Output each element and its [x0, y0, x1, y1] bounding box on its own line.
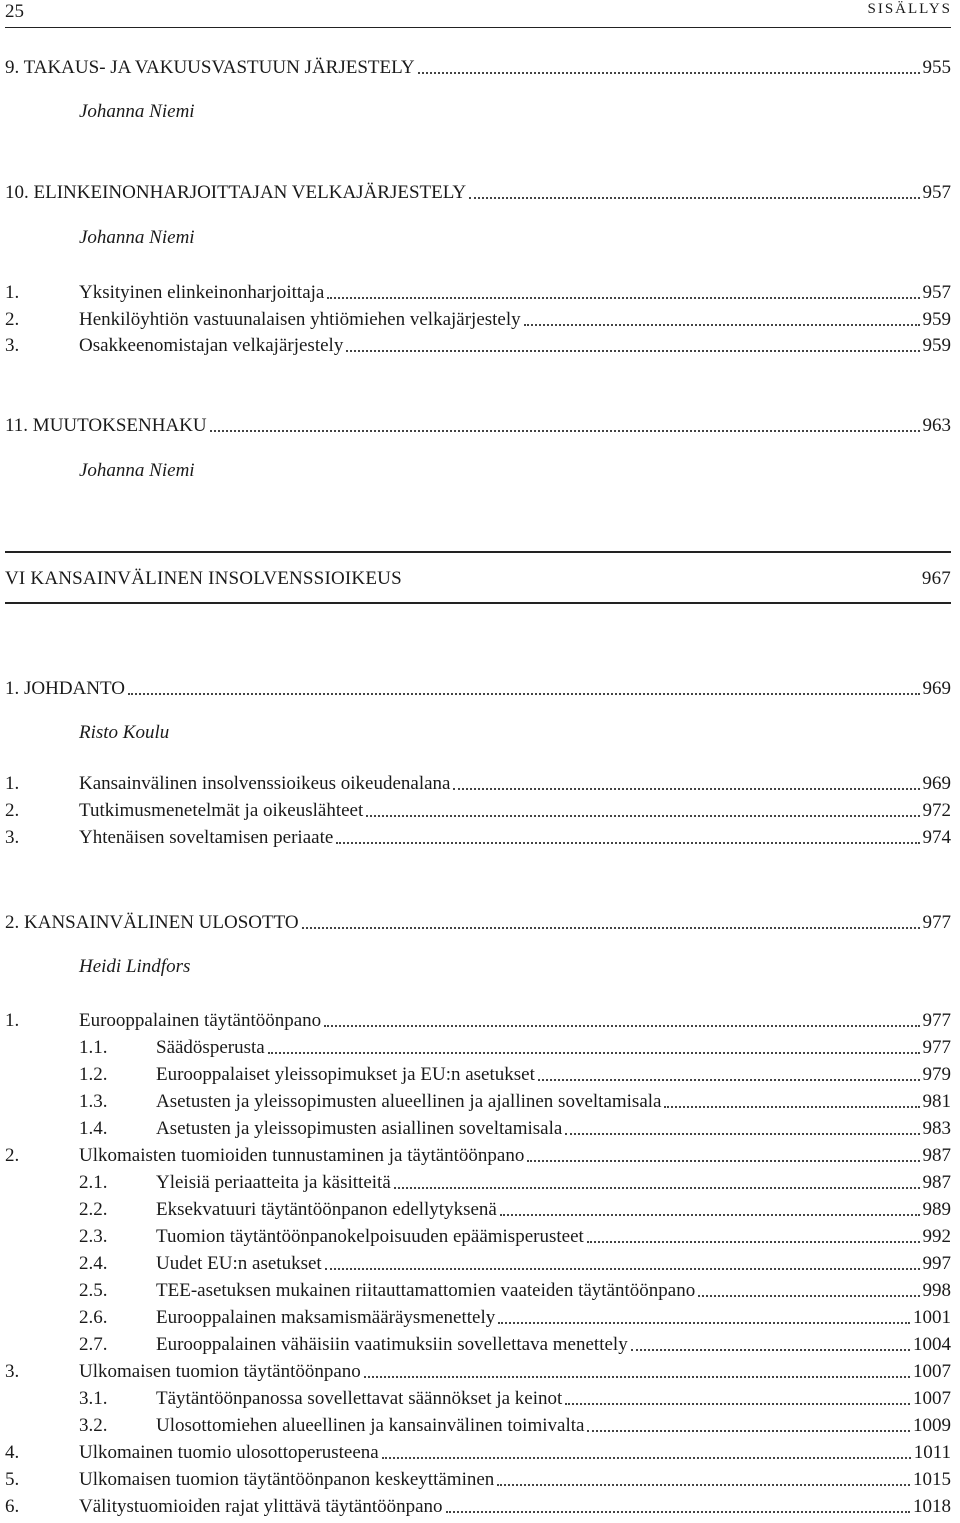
toc-item[interactable] [5, 1442, 951, 1464]
toc-item-number: 2.6. [79, 1307, 108, 1328]
dot-leader [587, 1430, 910, 1432]
toc-item-page: 1007 [913, 1361, 951, 1382]
toc-item[interactable] [5, 773, 951, 795]
toc-item-label: Kansainvälinen insolvenssioikeus oikeudenalana [79, 773, 451, 794]
toc-item-page: 979 [922, 1064, 951, 1085]
dot-leader [366, 815, 919, 817]
toc-item-page: 1001 [913, 1307, 951, 1328]
toc-item-number: 2. [5, 308, 20, 330]
toc-item-label: Eurooppalainen täytäntöönpano [79, 1010, 322, 1031]
toc-item-label: Asetusten ja yleissopimusten alueellinen ja ajallinen soveltamisala [156, 1091, 662, 1112]
toc-item-page: 987 [922, 1172, 951, 1193]
part-page: 967 [921, 568, 951, 589]
running-title: SISÄLLYS [867, 1, 952, 17]
toc-item-label: Ulkomaisen tuomion täytäntöönpanon keskeyttäminen [79, 1469, 495, 1490]
dot-leader [469, 197, 919, 199]
dot-leader [587, 1241, 920, 1243]
toc-item-label: Ulkomainen tuomio ulosottoperusteena [79, 1442, 379, 1463]
dot-leader [210, 430, 920, 432]
toc-page: 955 [922, 57, 951, 78]
part-rule-top [5, 551, 951, 553]
toc-item-label: Ulkomaisen tuomion täytäntöönpano [79, 1361, 361, 1382]
toc-item[interactable] [79, 1334, 951, 1356]
dot-leader [302, 927, 920, 929]
toc-item[interactable] [5, 1469, 951, 1491]
dot-leader [268, 1052, 920, 1054]
toc-item[interactable] [5, 800, 951, 822]
toc-item[interactable] [79, 1118, 951, 1140]
chapter-author: Johanna Niemi [79, 460, 195, 481]
toc-entry-johdanto[interactable] [5, 678, 951, 700]
toc-page: 969 [922, 678, 951, 699]
toc-item-page: 1011 [913, 1442, 951, 1463]
toc-item-label: Ulosottomiehen alueellinen ja kansainvälinen toimivalta [156, 1415, 585, 1436]
toc-item-number: 1. [5, 1010, 20, 1031]
toc-item[interactable] [79, 1172, 951, 1194]
toc-item-page: 1004 [913, 1334, 951, 1355]
chapter-author: Heidi Lindfors [79, 956, 191, 977]
toc-item-label: Eurooppalainen maksamismääräysmenettely [156, 1307, 496, 1328]
toc-item-label: Henkilöyhtiön vastuunalaisen yhtiömiehen velkajärjestely [79, 308, 521, 330]
toc-item-page: 997 [922, 1253, 951, 1274]
toc-item[interactable] [79, 1253, 951, 1275]
toc-item-label: TEE-asetuksen mukainen riitauttamattomien vaateiden täytäntöönpano [156, 1280, 696, 1301]
toc-entry-chapter-10[interactable] [5, 182, 951, 204]
toc-item[interactable] [5, 1361, 951, 1383]
toc-item[interactable] [5, 282, 951, 304]
toc-item-label: Yksityinen elinkeinonharjoittaja [79, 282, 325, 303]
dot-leader [418, 72, 920, 74]
toc-item-label: Eurooppalaiset yleissopimukset ja EU:n asetukset [156, 1064, 535, 1085]
toc-item[interactable] [79, 1307, 951, 1329]
dot-leader [565, 1403, 910, 1405]
toc-item-number: 3. [5, 1361, 20, 1382]
toc-item-number: 4. [5, 1442, 20, 1463]
page-number: 25 [5, 1, 24, 22]
dot-leader [327, 297, 919, 299]
toc-item-label: Eksekvatuuri täytäntöönpanon edellytyksenä [156, 1199, 497, 1220]
toc-item[interactable] [79, 1280, 951, 1302]
toc-page: 977 [922, 912, 951, 933]
toc-item[interactable] [5, 1145, 951, 1167]
part-rule-bottom [5, 602, 951, 604]
toc-item[interactable] [5, 335, 951, 357]
dot-leader [527, 1160, 919, 1162]
toc-item-page: 983 [922, 1118, 951, 1139]
chapter-author: Johanna Niemi [79, 227, 195, 248]
toc-item-number: 2.7. [79, 1334, 108, 1355]
toc-item[interactable] [5, 827, 951, 849]
toc-item-label: Tuomion täytäntöönpanokelpoisuuden epäämisperusteet [156, 1226, 584, 1247]
dot-leader [498, 1322, 910, 1324]
toc-item[interactable] [5, 309, 951, 331]
toc-item-label: Tutkimusmenetelmät ja oikeuslähteet [79, 800, 364, 821]
toc-item[interactable] [5, 1010, 951, 1032]
dot-leader [698, 1295, 919, 1297]
toc-item[interactable] [79, 1199, 951, 1221]
toc-entry-chapter-11[interactable] [5, 415, 951, 437]
toc-item-label: Eurooppalainen vähäisiin vaatimuksiin sovellettava menettely [156, 1334, 628, 1355]
header-rule [5, 27, 951, 28]
toc-item-label: Yleisiä periaatteita ja käsitteitä [156, 1172, 391, 1193]
chapter-author: Risto Koulu [79, 722, 170, 743]
toc-label: 9. TAKAUS- JA VAKUUSVASTUUN JÄRJESTELY [5, 57, 415, 78]
dot-leader [324, 1025, 919, 1027]
toc-item-page: 959 [922, 335, 951, 356]
toc-item-page: 977 [922, 1010, 951, 1031]
toc-item-number: 2.5. [79, 1280, 108, 1301]
toc-item-number: 1.1. [79, 1037, 108, 1058]
dot-leader [453, 788, 919, 790]
toc-item-number: 1.4. [79, 1118, 108, 1139]
toc-item[interactable] [79, 1415, 951, 1437]
dot-leader [336, 842, 919, 844]
dot-leader [631, 1349, 910, 1351]
toc-item-page: 992 [922, 1226, 951, 1247]
toc-item[interactable] [79, 1091, 951, 1113]
toc-item-page: 972 [922, 800, 951, 821]
dot-leader [664, 1106, 919, 1108]
toc-item-number: 3.2. [79, 1415, 108, 1436]
toc-item-page: 987 [922, 1145, 951, 1166]
toc-item-page: 1015 [913, 1469, 951, 1490]
toc-label: 10. ELINKEINONHARJOITTAJAN VELKAJÄRJESTELY [5, 182, 467, 203]
toc-item-page: 1007 [913, 1388, 951, 1409]
toc-item-page: 998 [922, 1280, 951, 1301]
dot-leader [524, 324, 920, 326]
toc-item-page: 974 [922, 827, 951, 848]
toc-item-label: Osakkeenomistajan velkajärjestely [79, 335, 344, 356]
toc-item-number: 2.2. [79, 1199, 108, 1220]
toc-item-label: Yhtenäisen soveltamisen periaate [79, 827, 334, 848]
toc-item-page: 1018 [913, 1496, 951, 1517]
toc-label: 1. JOHDANTO [5, 678, 125, 699]
dot-leader [446, 1511, 910, 1513]
toc-label: 11. MUUTOKSENHAKU [5, 415, 207, 436]
dot-leader [128, 693, 920, 695]
dot-leader [364, 1376, 910, 1378]
dot-leader [346, 350, 919, 352]
toc-item-number: 6. [5, 1496, 20, 1517]
toc-item-label: Säädösperusta [156, 1037, 265, 1058]
toc-item-number: 2. [5, 1145, 20, 1166]
toc-entry-ulosotto[interactable] [5, 912, 951, 934]
toc-item-number: 5. [5, 1469, 20, 1490]
dot-leader [394, 1187, 920, 1189]
toc-page: 957 [922, 182, 951, 203]
toc-item-page: 977 [922, 1037, 951, 1058]
toc-item-number: 1.3. [79, 1091, 108, 1112]
toc-item[interactable] [79, 1388, 951, 1410]
toc-item[interactable] [5, 1496, 951, 1518]
toc-page: 963 [922, 415, 951, 436]
toc-item-page: 981 [922, 1091, 951, 1112]
dot-leader [538, 1079, 920, 1081]
toc-label: 2. KANSAINVÄLINEN ULOSOTTO [5, 912, 299, 933]
part-title: VI KANSAINVÄLINEN INSOLVENSSIOIKEUS [5, 568, 402, 589]
chapter-author: Johanna Niemi [79, 101, 195, 122]
toc-item[interactable] [79, 1064, 951, 1086]
toc-item-number: 2. [5, 800, 20, 821]
running-header [0, 0, 954, 28]
toc-item-page: 989 [922, 1199, 951, 1220]
toc-item-number: 3.1. [79, 1388, 108, 1409]
toc-item-number: 1. [5, 282, 20, 303]
toc-item-label: Täytäntöönpanossa sovellettavat säännökset ja keinot [156, 1388, 563, 1409]
toc-item-number: 2.4. [79, 1253, 108, 1274]
toc-item-number: 1. [5, 773, 20, 794]
toc-item-number: 3. [5, 827, 20, 848]
toc-item-page: 957 [922, 282, 951, 303]
toc-item-number: 1.2. [79, 1064, 108, 1085]
dot-leader [497, 1484, 910, 1486]
toc-item-page: 969 [922, 773, 951, 794]
toc-item-label: Ulkomaisten tuomioiden tunnustaminen ja täytäntöönpano [79, 1145, 525, 1166]
toc-item-label: Uudet EU:n asetukset [156, 1253, 322, 1274]
toc-item[interactable] [79, 1037, 951, 1059]
dot-leader [325, 1268, 920, 1270]
toc-item-number: 2.1. [79, 1172, 108, 1193]
toc-item-page: 959 [922, 308, 951, 330]
dot-leader [565, 1133, 919, 1135]
toc-entry-chapter-9[interactable] [5, 57, 951, 79]
toc-item-label: Välitystuomioiden rajat ylittävä täytäntöönpano [79, 1496, 443, 1517]
toc-item-number: 3. [5, 335, 20, 356]
dot-leader [382, 1457, 911, 1459]
toc-item[interactable] [79, 1226, 951, 1248]
toc-item-number: 2.3. [79, 1226, 108, 1247]
toc-item-page: 1009 [913, 1415, 951, 1436]
toc-item-label: Asetusten ja yleissopimusten asiallinen soveltamisala [156, 1118, 563, 1139]
dot-leader [500, 1214, 920, 1216]
